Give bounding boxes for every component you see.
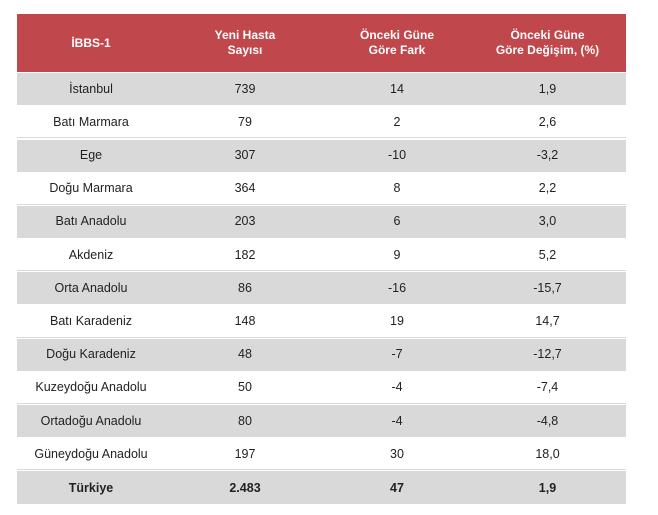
table-header xyxy=(17,14,626,72)
cell-new-cases: 739 xyxy=(234,81,256,96)
header-change: Önceki Güne Göre Değişim, (%) xyxy=(495,28,600,57)
cell-change: -12,7 xyxy=(533,347,562,362)
cell-change: -3,2 xyxy=(536,148,559,163)
cell-region: Ortadoğu Anadolu xyxy=(40,413,142,428)
table-row xyxy=(17,272,626,304)
cell-new-cases: 86 xyxy=(238,280,252,295)
total-change: 1,9 xyxy=(538,480,557,495)
cell-diff: 2 xyxy=(393,114,401,129)
cell-region: Orta Anadolu xyxy=(54,280,128,295)
table-row xyxy=(17,306,626,338)
cell-diff: -4 xyxy=(391,380,403,395)
cell-diff: 8 xyxy=(393,181,401,196)
cell-change: 2,6 xyxy=(538,114,557,129)
cell-new-cases: 182 xyxy=(234,247,256,262)
cell-new-cases: 50 xyxy=(238,380,252,395)
table-row xyxy=(17,173,626,205)
regional-cases-table xyxy=(17,14,626,504)
cell-change: 14,7 xyxy=(535,314,560,328)
cell-diff: 14 xyxy=(390,81,404,96)
table-row xyxy=(17,206,626,238)
total-row xyxy=(17,471,626,504)
cell-region: İstanbul xyxy=(69,81,113,96)
header-diff: Önceki Güne Göre Fark xyxy=(359,28,435,57)
cell-diff: -7 xyxy=(391,347,403,362)
cell-diff: -16 xyxy=(387,280,407,295)
cell-new-cases: 203 xyxy=(234,214,256,229)
table-row xyxy=(17,438,626,470)
cell-new-cases: 364 xyxy=(234,181,256,196)
cell-new-cases: 148 xyxy=(234,314,256,328)
cell-diff: 6 xyxy=(393,214,401,229)
cell-change: -7,4 xyxy=(536,380,559,395)
total-region: Türkiye xyxy=(68,480,114,495)
cell-diff: 30 xyxy=(390,446,404,461)
cell-region: Doğu Marmara xyxy=(49,181,133,196)
cell-region: Doğu Karadeniz xyxy=(46,347,136,362)
cell-change: 1,9 xyxy=(538,81,557,96)
table-row xyxy=(17,372,626,404)
cell-region: Batı Marmara xyxy=(53,114,129,129)
table-row xyxy=(17,73,626,105)
cell-change: -15,7 xyxy=(533,280,562,295)
header-new-cases: Yeni Hasta Sayısı xyxy=(214,28,276,57)
total-new-cases: 2.483 xyxy=(229,480,261,495)
cell-change: -4,8 xyxy=(536,413,559,428)
cell-region: Ege xyxy=(79,148,103,163)
cell-new-cases: 48 xyxy=(238,347,252,362)
table-row xyxy=(17,405,626,437)
cell-change: 2,2 xyxy=(538,181,557,196)
header-region: İBBS-1 xyxy=(71,35,111,50)
cell-new-cases: 307 xyxy=(234,148,256,163)
cell-diff: 19 xyxy=(390,314,404,328)
table-row xyxy=(17,140,626,172)
cell-region: Akdeniz xyxy=(68,247,114,262)
cell-region: Güneydoğu Anadolu xyxy=(34,446,148,461)
cell-region: Batı Anadolu xyxy=(55,214,127,229)
cell-diff: -10 xyxy=(387,148,407,163)
cell-diff: 9 xyxy=(393,247,401,262)
cell-change: 5,2 xyxy=(538,247,557,262)
cell-new-cases: 197 xyxy=(234,446,256,461)
cell-new-cases: 79 xyxy=(238,114,252,129)
total-diff: 47 xyxy=(390,480,404,495)
table-row xyxy=(17,106,626,138)
cell-region: Kuzeydoğu Anadolu xyxy=(35,380,147,395)
table-row xyxy=(17,239,626,271)
cell-new-cases: 80 xyxy=(238,413,252,428)
table-row xyxy=(17,339,626,371)
cell-region: Batı Karadeniz xyxy=(50,314,132,328)
cell-diff: -4 xyxy=(391,413,403,428)
cell-change: 3,0 xyxy=(538,214,557,229)
cell-change: 18,0 xyxy=(535,446,560,461)
